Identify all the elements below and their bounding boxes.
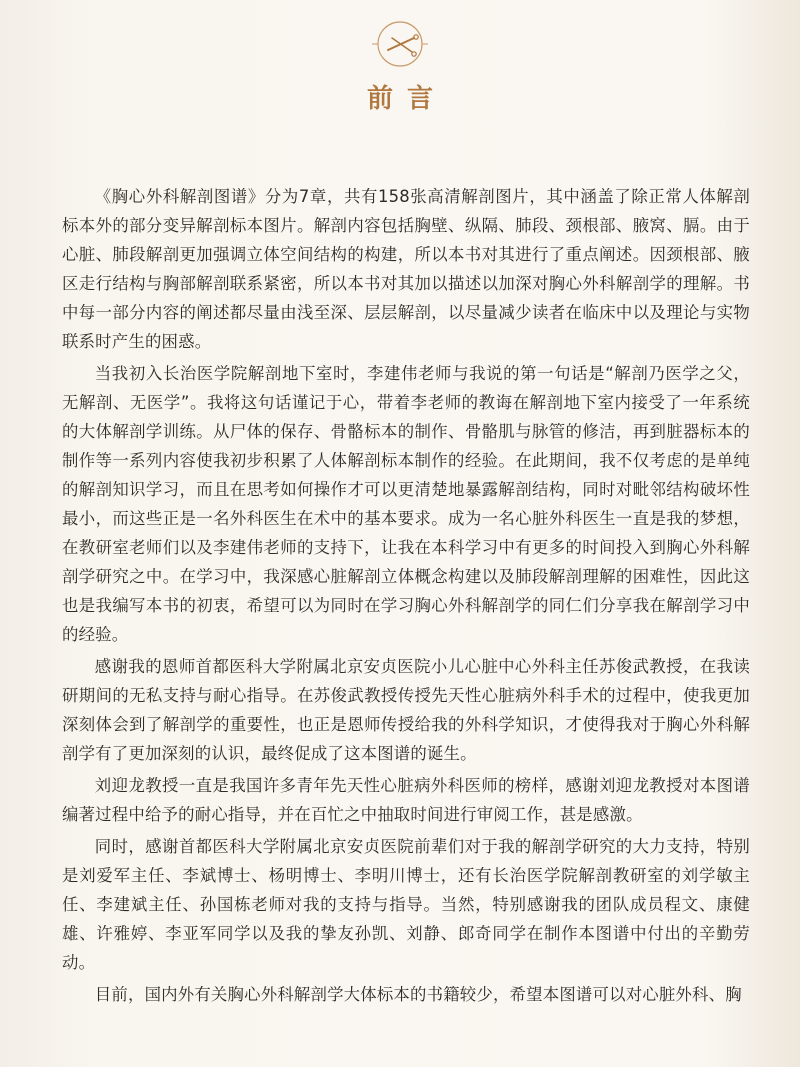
preface-body [62, 182, 750, 1012]
paragraph: 当我初入长治医学院解剖地下室时，李建伟老师与我说的第一句话是“解剖乃医学之父，无解剖、无医学”。我将这句话谨记于心，带着李老师的教诲在解剖地下室内接受了一年系统的大体解剖学训练。从尸体的保存、骨骼标本的制作、骨骼肌与脉管的修洁，再到脏器标本的制作等一系列内容使我初步积累了人体解剖标本制作的经验。在此期间，我不仅考虑的是单纯的解剖知识学习，而且在思考如何操作才可以更清楚地暴露解剖结构，同时对毗邻结构破坏性最小，而这些正是一名外科医生在术中的基本要求。成为一名心脏外科医生一直是我的梦想，在教研室老师们以及李建伟老师的支持下，让我在本科学习中有更多的时间投入到胸心外科解剖学研究之中。在学习中，我深感心脏解剖立体概念构建以及肺段解剖理解的困难性，因此这也是我编写本书的初衷，希望可以为同时在学习胸心外科解剖学的同仁们分享我在解剖学习中的经验。 [62, 364, 750, 644]
paragraph: 《胸心外科解剖图谱》分为7章，共有158张高清解剖图片，其中涵盖了除正常人体解剖标本外的部分变异解剖标本图片。解剖内容包括胸壁、纵隔、肺段、颈根部、腋窝、膈。由于心脏、肺段解剖更加强调立体空间结构的构建，所以本书对其进行了重点阐述。因颈根部、腋区走行结构与胸部解剖联系紧密，所以本书对其加以描述以加深对胸心外科解剖学的理解。书中每一部分内容的阐述都尽量由浅至深、层层解剖，以尽量减少读者在临床中以及理论与实物联系时产生的困惑。 [62, 187, 750, 351]
paragraph: 刘迎龙教授一直是我国许多青年先天性心脏病外科医师的榜样，感谢刘迎龙教授对本图谱编著过程中给予的耐心指导，并在百忙之中抽取时间进行审阅工作，甚是感激。 [62, 776, 750, 824]
page-title: 前言 [366, 84, 447, 114]
paragraph: 目前，国内外有关胸心外科解剖学大体标本的书籍较少，希望本图谱可以对心脏外科、胸 [94, 985, 742, 1004]
paragraph: 同时，感谢首都医科大学附属北京安贞医院前辈们对于我的解剖学研究的大力支持，特别是刘爱军主任、李斌博士、杨明博士、李明川博士，还有长治医学院解剖教研室的刘学敏主任、李建斌主任、孙国栋老师对我的支持与指导。当然，特别感谢我的团队成员程文、康健雄、许雅婷、李亚军同学以及我的挚友孙凯、刘静、郎奇同学在制作本图谱中付出的辛勤劳动。 [62, 837, 750, 972]
paragraph: 感谢我的恩师首都医科大学附属北京安贞医院小儿心脏中心外科主任苏俊武教授，在我读研期间的无私支持与耐心指导。在苏俊武教授传授先天性心脏病外科手术的过程中，使我更加深刻体会到了解剖学的重要性，也正是恩师传授给我的外科学知识，才使得我对于胸心外科解剖学有了更加深刻的认识，最终促成了这本图谱的诞生。 [62, 657, 750, 763]
scalpel-forceps-icon [368, 16, 432, 72]
